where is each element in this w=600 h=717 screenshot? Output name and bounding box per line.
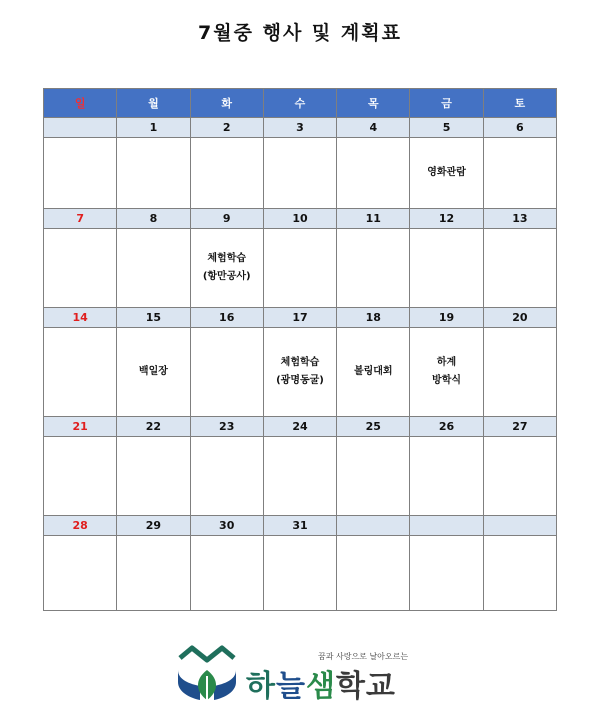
- school-name-part: 하: [246, 669, 276, 704]
- school-name-part: 샘: [305, 669, 336, 704]
- event-text: 영화관람: [427, 167, 466, 178]
- date-cell-sunday: [44, 118, 117, 138]
- event-cell: [337, 437, 410, 516]
- date-cell: 5: [410, 118, 483, 138]
- event-cell: [44, 229, 117, 308]
- event-cell: [483, 328, 556, 417]
- event-cell: [44, 536, 117, 611]
- event-cell: [190, 536, 263, 611]
- date-row: [44, 516, 557, 536]
- calendar-table: [43, 88, 557, 611]
- date-cell: 6: [483, 118, 556, 138]
- event-cell: [117, 138, 190, 209]
- event-cell: [483, 138, 556, 209]
- date-cell: 12: [410, 209, 483, 229]
- date-cell-sunday: 21: [44, 417, 117, 437]
- event-cell: [337, 138, 410, 209]
- date-cell: [483, 516, 556, 536]
- event-cell: [410, 328, 483, 417]
- date-row: [44, 118, 557, 138]
- event-cell: [190, 437, 263, 516]
- date-row: [44, 417, 557, 437]
- event-cell: [410, 536, 483, 611]
- date-cell: 19: [410, 308, 483, 328]
- event-cell: [410, 437, 483, 516]
- event-text: 볼링대회: [353, 366, 393, 377]
- date-cell: 31: [263, 516, 336, 536]
- event-cell: [263, 437, 336, 516]
- event-text: 방학식: [432, 375, 462, 386]
- event-cell: [117, 328, 190, 417]
- event-cell: [483, 536, 556, 611]
- event-cell: [337, 536, 410, 611]
- weekday-tuesday: 화: [190, 89, 263, 118]
- date-cell: 13: [483, 209, 556, 229]
- weekday-saturday: 토: [483, 89, 556, 118]
- event-cell: [337, 229, 410, 308]
- date-cell: 3: [263, 118, 336, 138]
- date-cell: 9: [190, 209, 263, 229]
- event-cell: [117, 536, 190, 611]
- event-cell: [263, 138, 336, 209]
- date-cell: 4: [337, 118, 410, 138]
- date-cell-sunday: 28: [44, 516, 117, 536]
- event-text: 체험학습: [207, 253, 247, 264]
- date-cell: 24: [263, 417, 336, 437]
- event-cell: [263, 328, 336, 417]
- date-cell: 22: [117, 417, 190, 437]
- event-cell: [337, 328, 410, 417]
- event-text: 하계: [436, 357, 457, 368]
- event-cell: [190, 138, 263, 209]
- date-row: [44, 308, 557, 328]
- date-cell: 26: [410, 417, 483, 437]
- date-cell: 1: [117, 118, 190, 138]
- event-text: 체험학습: [280, 357, 320, 368]
- date-cell: 8: [117, 209, 190, 229]
- book-leaf-icon: [172, 640, 242, 710]
- date-cell: [410, 516, 483, 536]
- event-cell: [410, 229, 483, 308]
- date-row: [44, 209, 557, 229]
- event-text: 백일장: [138, 366, 168, 377]
- date-cell: 11: [337, 209, 410, 229]
- date-cell: 15: [117, 308, 190, 328]
- weekday-monday: 월: [117, 89, 190, 118]
- date-cell: 17: [263, 308, 336, 328]
- weekday-wednesday: 수: [263, 89, 336, 118]
- event-cell: [410, 138, 483, 209]
- date-cell-sunday: 7: [44, 209, 117, 229]
- date-cell-sunday: 14: [44, 308, 117, 328]
- school-name-part: 늘: [275, 669, 306, 704]
- calendar-weeks: [44, 118, 557, 611]
- date-cell: 18: [337, 308, 410, 328]
- event-row: [44, 138, 557, 209]
- event-text: (광명동굴): [276, 375, 324, 386]
- weekday-thursday: 목: [337, 89, 410, 118]
- date-cell: 30: [190, 516, 263, 536]
- event-cell: [44, 328, 117, 417]
- event-cell: [190, 328, 263, 417]
- event-cell: [117, 229, 190, 308]
- date-cell: 16: [190, 308, 263, 328]
- school-name-part: 학교: [335, 669, 396, 704]
- date-cell: 29: [117, 516, 190, 536]
- date-cell: 20: [483, 308, 556, 328]
- weekday-sunday: 일: [44, 89, 117, 118]
- date-cell: 2: [190, 118, 263, 138]
- weekday-header-row: [44, 89, 557, 118]
- event-cell: [263, 229, 336, 308]
- event-cell: [117, 437, 190, 516]
- event-text: (항만공사): [202, 271, 251, 282]
- event-cell: [44, 437, 117, 516]
- date-cell: 25: [337, 417, 410, 437]
- event-row: [44, 229, 557, 308]
- date-cell: 27: [483, 417, 556, 437]
- page-title: 7월중 행사 및 계획표: [198, 22, 402, 44]
- date-cell: 10: [263, 209, 336, 229]
- event-cell: [44, 138, 117, 209]
- logo-tagline: 꿈과 사랑으로 날아오르는: [318, 652, 409, 661]
- weekday-friday: 금: [410, 89, 483, 118]
- event-cell: [483, 229, 556, 308]
- date-cell: [337, 516, 410, 536]
- event-cell: [263, 536, 336, 611]
- event-cell: [190, 229, 263, 308]
- date-cell: 23: [190, 417, 263, 437]
- event-row: [44, 328, 557, 417]
- event-row: [44, 437, 557, 516]
- event-row: [44, 536, 557, 611]
- school-name: [246, 661, 396, 705]
- event-cell: [483, 437, 556, 516]
